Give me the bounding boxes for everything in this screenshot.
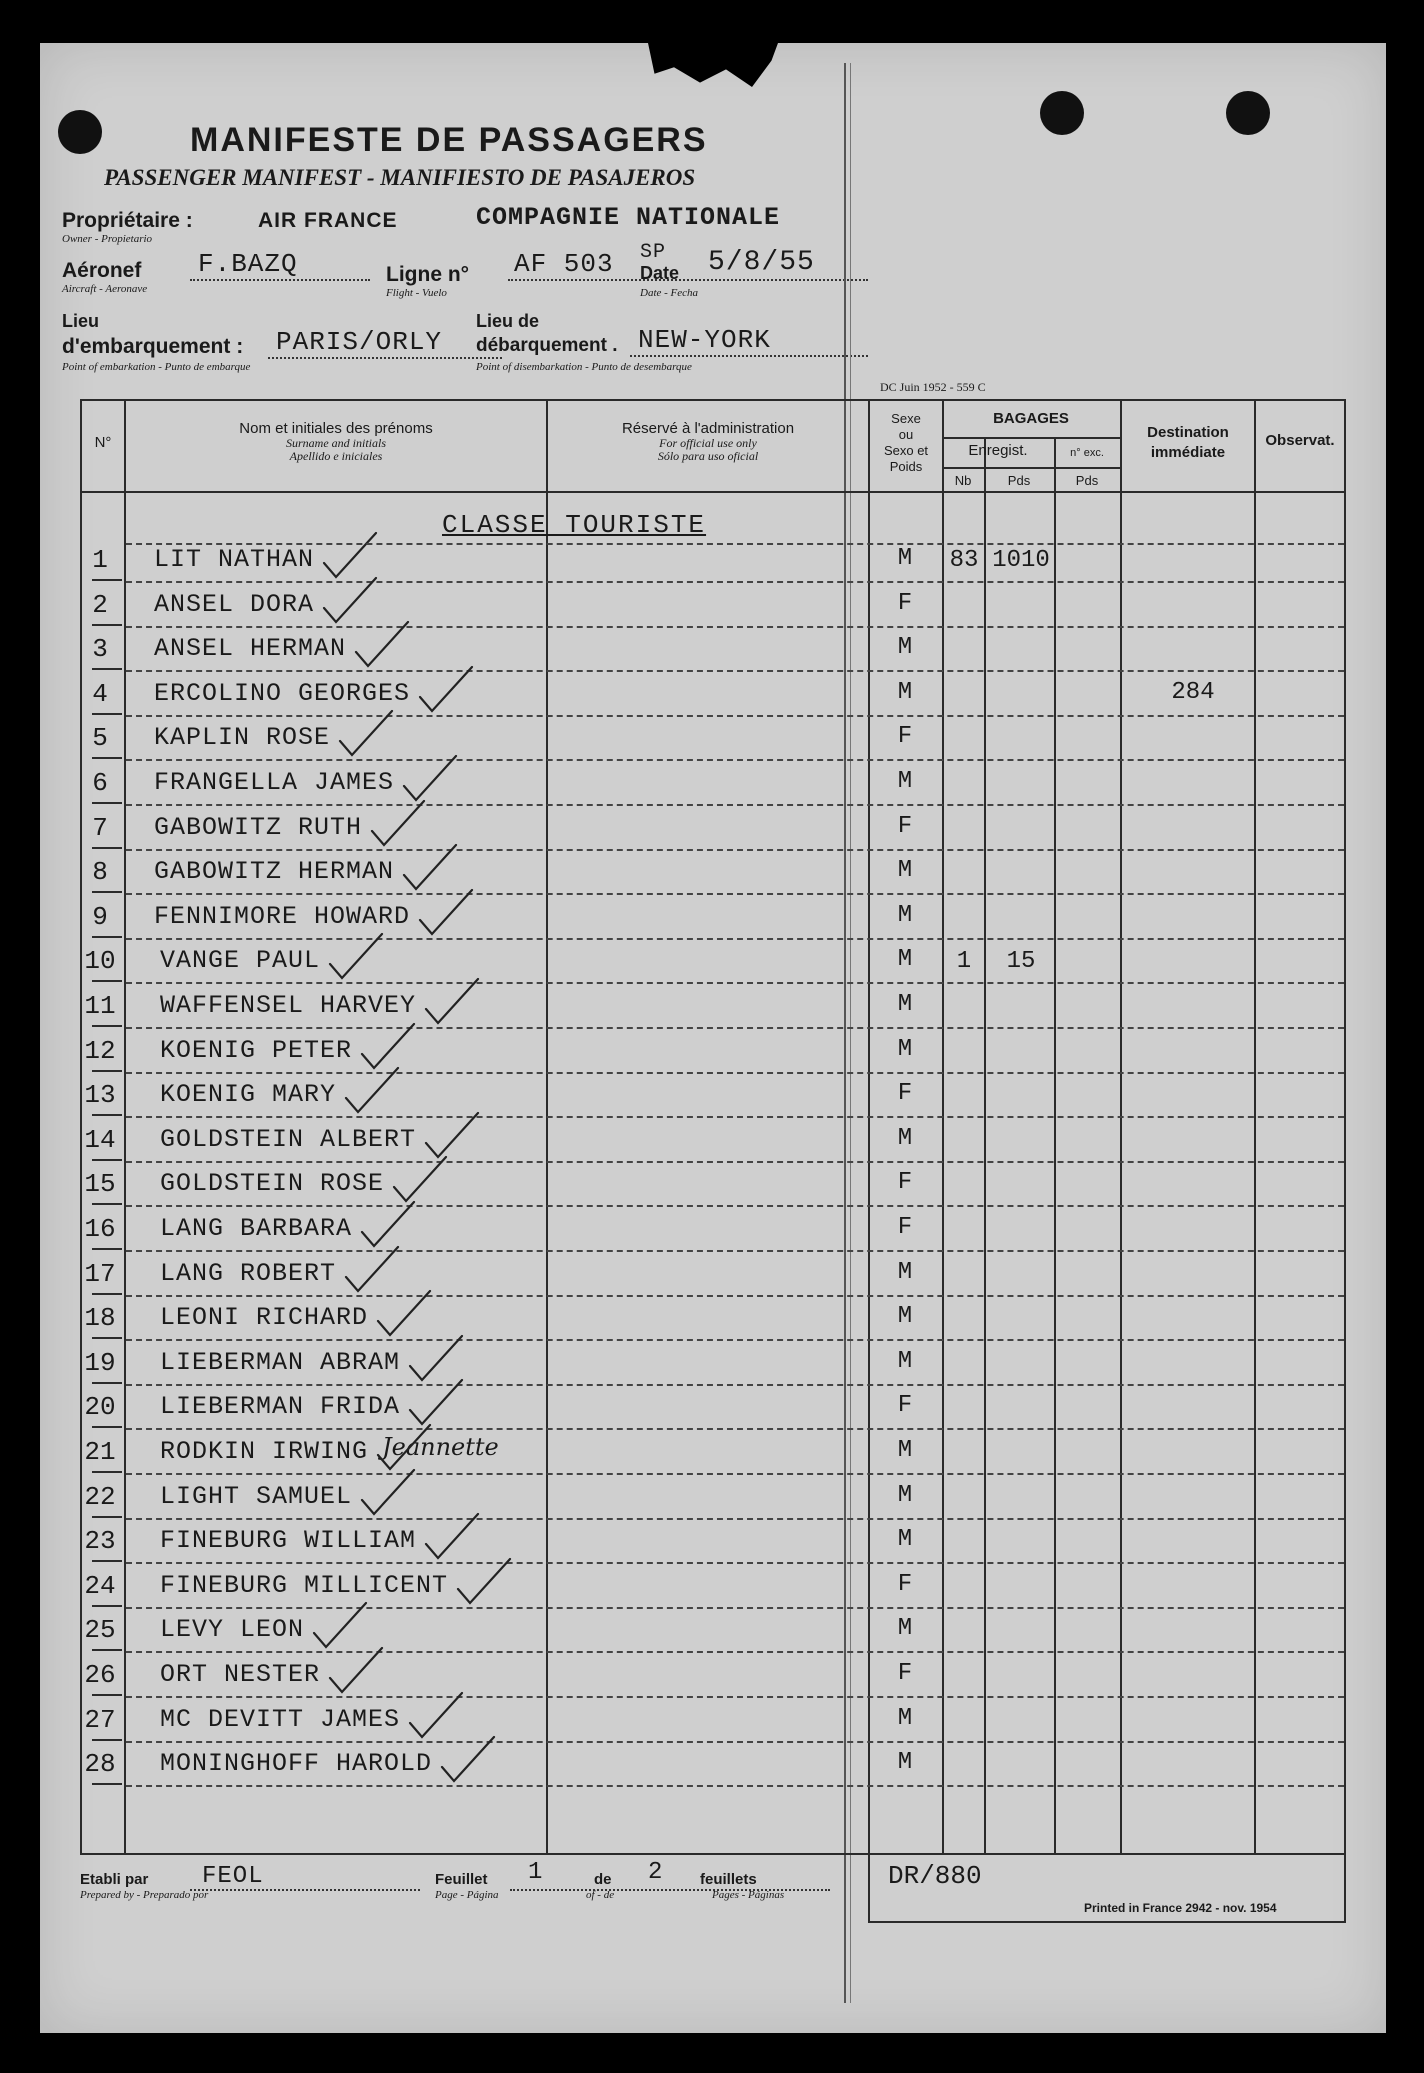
header-enregist: Enregist.: [968, 442, 1028, 459]
col-border-sex: [942, 399, 944, 1853]
debarq-label-2: débarquement .: [476, 335, 618, 356]
row-divider: [126, 893, 1344, 895]
baggage-count: 1: [956, 948, 972, 976]
destination-code: 284: [1171, 678, 1215, 706]
row-number: 19: [84, 1347, 116, 1378]
row-number-underline: [92, 1203, 122, 1205]
date-label: Date: [640, 263, 680, 283]
passenger-sex: F: [897, 1660, 913, 1687]
table-bottom: [80, 1853, 1344, 1855]
passenger-sex: F: [897, 1080, 913, 1108]
row-number: 24: [84, 1570, 116, 1601]
passenger-sex: F: [897, 723, 913, 751]
passenger-name: LIGHT SAMUEL: [160, 1481, 353, 1511]
passenger-name: ORT NESTER: [160, 1660, 321, 1689]
baggage-weight: 15: [1006, 948, 1036, 976]
row-number: 23: [84, 1526, 116, 1557]
reference-number: DR/880: [888, 1861, 982, 1891]
row-number-underline: [92, 1649, 122, 1651]
passenger-name: VANGE PAUL: [160, 946, 321, 976]
header-excess: n° exc.: [1070, 447, 1104, 459]
passenger-name: FRANGELLA JAMES: [154, 768, 395, 797]
row-number: 15: [84, 1169, 116, 1200]
passenger-sex: M: [897, 1035, 913, 1063]
fold-line: [844, 63, 846, 2003]
row-number: 28: [84, 1749, 116, 1780]
row-number-underline: [92, 936, 122, 938]
feuillets-label: feuillets: [700, 1871, 757, 1888]
row-number: 8: [92, 857, 108, 888]
date-sublabel: Date - Fecha: [640, 287, 699, 299]
row-number-underline: [92, 1382, 122, 1384]
row-number: 3: [92, 634, 108, 665]
etabli-label: Etabli par: [80, 1871, 149, 1888]
passenger-sex: F: [897, 1570, 913, 1598]
passenger-name: KAPLIN ROSE: [154, 723, 331, 753]
row-divider: [126, 938, 1344, 940]
row-number: 20: [84, 1392, 116, 1423]
punch-hole-mid: [1040, 91, 1084, 135]
row-divider: [126, 581, 1344, 583]
row-number-underline: [92, 668, 122, 670]
ligne-label: Ligne n°: [386, 263, 470, 286]
col-border-dest: [1254, 399, 1256, 1853]
row-divider: [126, 1607, 1344, 1609]
table-header-bottom: [80, 491, 1344, 493]
row-divider: [126, 1741, 1344, 1743]
header-pds: Pds: [1007, 473, 1031, 488]
passenger-name: ANSEL HERMAN: [154, 634, 347, 664]
ligne-sublabel: Flight - Vuelo: [386, 287, 447, 299]
row-number-underline: [92, 1516, 122, 1518]
passenger-sex: M: [897, 1526, 913, 1554]
feuillet-label: Feuillet: [435, 1871, 488, 1888]
row-number-underline: [92, 1248, 122, 1250]
row-number: 18: [84, 1303, 116, 1334]
manifest-subtitle: PASSENGER MANIFEST - MANIFIESTO DE PASAJEROS: [104, 165, 696, 190]
row-divider: [126, 1562, 1344, 1564]
header-observ: Observat.: [1265, 432, 1335, 449]
ligne-value: AF 503: [514, 249, 614, 279]
manifest-title: MANIFESTE DE PASSAGERS: [190, 121, 708, 159]
ligne-extra: SP: [640, 241, 667, 264]
row-number-underline: [92, 847, 122, 849]
de-sublabel: of - de: [586, 1889, 615, 1901]
check-mark-icon: [438, 1733, 508, 1793]
row-divider: [126, 1295, 1344, 1297]
row-number: 26: [84, 1660, 116, 1690]
debarq-sublabel: Point of disembarkation - Punto de desembarque: [476, 361, 692, 373]
passenger-name: GABOWITZ HERMAN: [154, 857, 395, 887]
passenger-name: FINEBURG WILLIAM: [160, 1526, 417, 1556]
proprietaire-value: AIR FRANCE: [258, 209, 398, 232]
passenger-name: GABOWITZ RUTH: [154, 812, 363, 842]
header-nb: Nb: [954, 473, 972, 488]
passenger-name: LEONI RICHARD: [160, 1303, 369, 1333]
passenger-sex: M: [897, 634, 913, 662]
aeronef-value: F.BAZQ: [198, 249, 298, 279]
col-border-right: [1344, 399, 1346, 1855]
row-divider: [126, 1205, 1344, 1207]
row-divider: [126, 1384, 1344, 1386]
passenger-sex: M: [897, 1437, 913, 1464]
passenger-name: LIT NATHAN: [154, 545, 315, 574]
row-number-underline: [92, 891, 122, 893]
row-divider: [126, 1651, 1344, 1653]
debarq-dotline: [630, 355, 868, 357]
aeronef-dotline: [190, 279, 370, 281]
row-number: 13: [84, 1080, 116, 1111]
embarq-dotline: [268, 357, 502, 359]
de-value: 2: [648, 1859, 664, 1886]
passenger-name: ERCOLINO GEORGES: [154, 678, 411, 708]
row-number-underline: [92, 757, 122, 759]
header-name: Nom et initiales des prénoms Surname and initials Apellido e iniciales: [239, 420, 433, 463]
check-mark-icon: [326, 1644, 396, 1704]
passenger-sex: M: [897, 1704, 913, 1732]
passenger-name: MC DEVITT JAMES: [160, 1704, 401, 1734]
row-divider: [126, 1161, 1344, 1163]
embarq-label-1: Lieu: [62, 311, 100, 331]
header-admin: Réservé à l'administration For official use only Sólo para uso oficial: [621, 420, 795, 463]
passenger-name: ANSEL DORA: [154, 589, 315, 619]
row-number: 11: [84, 991, 116, 1021]
row-number-underline: [92, 1739, 122, 1741]
row-number: 25: [84, 1615, 116, 1646]
passenger-sex: M: [897, 991, 913, 1018]
row-divider: [126, 982, 1344, 984]
passenger-name: KOENIG MARY: [160, 1080, 337, 1110]
passenger-sex: F: [897, 589, 913, 617]
row-divider: [126, 1072, 1344, 1074]
row-divider: [126, 1696, 1344, 1698]
header-destination: Destination immédiate: [1147, 424, 1229, 461]
etabli-sublabel: Prepared by - Preparado por: [80, 1889, 209, 1901]
passenger-sex: M: [897, 1124, 913, 1152]
row-number: 17: [84, 1258, 116, 1289]
passenger-name: LIEBERMAN ABRAM: [160, 1347, 401, 1377]
company-name: COMPAGNIE NATIONALE: [476, 203, 781, 232]
row-number: 5: [92, 723, 108, 754]
row-number-underline: [92, 1337, 122, 1339]
check-mark-icon: [416, 886, 486, 946]
date-value: 5/8/55: [708, 247, 815, 278]
row-divider: [126, 670, 1344, 672]
row-divider: [126, 1428, 1344, 1430]
passenger-sex: M: [897, 1481, 913, 1509]
passenger-sex: F: [897, 1392, 913, 1420]
passenger-sex: M: [897, 678, 913, 706]
ligne-dotline: [508, 279, 868, 281]
row-number: 22: [84, 1481, 116, 1512]
feuillet-sublabel: Page - Página: [435, 1889, 499, 1901]
aeronef-label: Aéronef: [62, 259, 142, 282]
passenger-name: FENNIMORE HOWARD: [154, 901, 411, 931]
passenger-sex: F: [897, 1214, 913, 1241]
row-number: 21: [84, 1437, 116, 1467]
embarq-label-2: d'embarquement :: [62, 335, 244, 358]
passenger-sex: M: [897, 1347, 913, 1375]
passenger-name: LEVY LEON: [160, 1615, 305, 1645]
passenger-sex: M: [897, 901, 913, 929]
embarq-value: PARIS/ORLY: [276, 327, 443, 357]
row-number-underline: [92, 1471, 122, 1473]
passenger-name: MONINGHOFF HAROLD: [160, 1749, 433, 1779]
check-mark-icon: [352, 618, 422, 678]
header-excess-pds: Pds: [1075, 473, 1099, 488]
row-number-underline: [92, 1560, 122, 1562]
row-number: 6: [92, 768, 108, 798]
passenger-name: FINEBURG MILLICENT: [160, 1570, 449, 1600]
debarq-label-1: Lieu de: [476, 311, 540, 331]
passenger-sex: M: [897, 1615, 913, 1643]
passenger-sex: M: [897, 545, 913, 572]
header-bagages: BAGAGES: [993, 410, 1069, 427]
row-number-underline: [92, 1694, 122, 1696]
debarq-value: NEW-YORK: [638, 325, 771, 355]
passenger-sex: M: [897, 857, 913, 885]
form-code: DC Juin 1952 - 559 C: [880, 380, 986, 394]
row-number: 12: [84, 1035, 116, 1066]
row-divider: [126, 1339, 1344, 1341]
passenger-sex: F: [897, 1169, 913, 1197]
header-num: N°: [94, 434, 112, 451]
passenger-sex: M: [897, 768, 913, 795]
proprietaire-label: Propriétaire :: [62, 209, 193, 232]
col-border-name: [546, 399, 548, 1853]
row-number: 9: [92, 901, 108, 932]
row-number-underline: [92, 1605, 122, 1607]
passenger-name: GOLDSTEIN ROSE: [160, 1169, 385, 1199]
etabli-value: FEOL: [202, 1863, 264, 1890]
row-divider: [126, 626, 1344, 628]
passenger-sex: M: [897, 1303, 913, 1331]
punch-hole-left: [58, 110, 102, 154]
check-mark-icon: [326, 930, 396, 990]
row-number-underline: [92, 1070, 122, 1072]
passenger-name: LIEBERMAN FRIDA: [160, 1392, 401, 1422]
table-top: [80, 399, 1344, 401]
aeronef-sublabel: Aircraft - Aeronave: [62, 283, 148, 295]
proprietaire-sublabel: Owner - Propietario: [62, 233, 153, 245]
row-number-underline: [92, 579, 122, 581]
passenger-name: WAFFENSEL HARVEY: [160, 991, 417, 1020]
row-number: 4: [92, 678, 108, 709]
row-number: 7: [92, 812, 108, 843]
row-number-underline: [92, 624, 122, 626]
row-number-underline: [92, 802, 122, 804]
passenger-name: LANG ROBERT: [160, 1258, 337, 1288]
torn-edge: [648, 43, 778, 87]
check-mark-icon: [358, 1466, 428, 1526]
row-number: 1: [92, 545, 108, 575]
row-divider: [126, 1473, 1344, 1475]
row-divider: [126, 804, 1344, 806]
row-number: 16: [84, 1214, 116, 1244]
check-mark-icon: [336, 707, 406, 767]
row-number-underline: [92, 980, 122, 982]
check-mark-icon: [422, 975, 492, 1035]
row-divider: [126, 759, 1344, 761]
row-divider: [126, 1785, 1344, 1787]
col-border-exc: [1120, 399, 1122, 1853]
passenger-sex: M: [897, 946, 913, 974]
header-sex: Sexe ou Sexo et Poids: [883, 411, 929, 474]
row-divider: [126, 1250, 1344, 1252]
handwritten-correction: Jeannette: [382, 1433, 499, 1461]
de-label: de: [594, 1871, 612, 1888]
row-number-underline: [92, 1114, 122, 1116]
check-mark-icon: [454, 1555, 524, 1615]
manifest-sheet: [40, 43, 1386, 2033]
passenger-sex: F: [897, 812, 913, 840]
row-divider: [126, 849, 1344, 851]
printed-note: Printed in France 2942 - nov. 1954: [1084, 1901, 1277, 1915]
row-number-underline: [92, 1159, 122, 1161]
row-divider: [126, 543, 1344, 545]
embarq-sublabel: Point of embarkation - Punto de embarque: [62, 361, 251, 373]
feuillet-value: 1: [528, 1859, 544, 1886]
col-border-pds: [1054, 437, 1056, 1853]
passenger-name: LANG BARBARA: [160, 1214, 353, 1243]
passenger-name: GOLDSTEIN ALBERT: [160, 1124, 417, 1154]
class-label: CLASSE TOURISTE: [442, 510, 707, 540]
passenger-sex: M: [897, 1258, 913, 1286]
row-number: 27: [84, 1704, 116, 1735]
row-number-underline: [92, 1426, 122, 1428]
row-divider: [126, 715, 1344, 717]
row-number: 14: [84, 1124, 116, 1155]
row-number: 2: [92, 589, 108, 620]
baggage-weight: 1010: [992, 547, 1050, 574]
col-border-admin: [868, 399, 870, 1853]
check-mark-icon: [342, 1064, 412, 1124]
row-number-underline: [92, 1025, 122, 1027]
col-border-nb: [984, 437, 986, 1853]
passenger-name: RODKIN IRWING: [160, 1437, 369, 1466]
row-number: 10: [84, 946, 116, 977]
baggage-count: 83: [949, 547, 979, 574]
row-number-underline: [92, 1293, 122, 1295]
row-divider: [126, 1518, 1344, 1520]
row-divider: [126, 1027, 1344, 1029]
passenger-name: KOENIG PETER: [160, 1035, 353, 1065]
punch-hole-right: [1226, 91, 1270, 135]
row-number-underline: [92, 713, 122, 715]
feuillets-sublabel: Pages - Páginas: [712, 1889, 785, 1901]
check-mark-icon: [416, 663, 486, 723]
passenger-sex: M: [897, 1749, 913, 1777]
row-divider: [126, 1116, 1344, 1118]
row-number-underline: [92, 1783, 122, 1785]
